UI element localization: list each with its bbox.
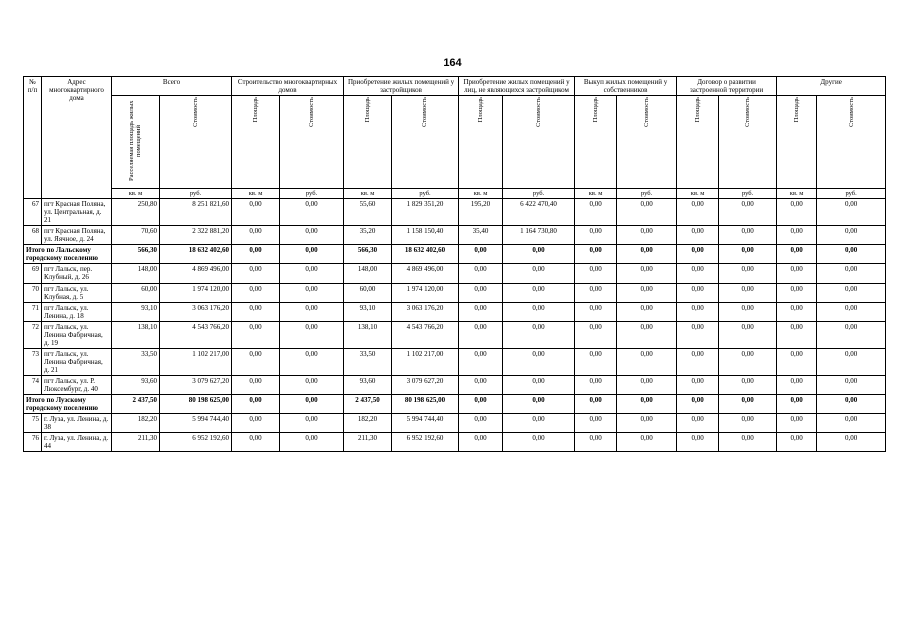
row-value-cell: 1 102 217,00: [160, 348, 232, 375]
header-subcolumn-label: Стоимость: [847, 97, 855, 128]
row-value-cell: 0,00: [817, 245, 886, 264]
row-value-cell: 138,10: [344, 321, 392, 348]
header-subcolumn: [160, 96, 232, 189]
row-value-cell: 0,00: [719, 283, 777, 302]
unit-area: кв. м: [112, 189, 160, 199]
row-value-cell: 0,00: [777, 348, 817, 375]
header-group: Другие: [777, 77, 886, 96]
header-group: Приобретение жилых помещений у лиц, не являющихся застройщиком: [459, 77, 575, 96]
row-value-cell: 80 198 625,00: [160, 395, 232, 414]
row-value-cell: 0,00: [617, 348, 677, 375]
row-value-cell: 2 437,50: [112, 395, 160, 414]
row-number: 70: [24, 283, 42, 302]
header-subcolumn: [344, 96, 392, 189]
row-value-cell: 0,00: [777, 414, 817, 433]
row-value-cell: 0,00: [503, 395, 575, 414]
header-group: Выкуп жилых помещений у собственников: [575, 77, 677, 96]
header-subcolumn: [677, 96, 719, 189]
row-value-cell: 1 164 730,80: [503, 226, 575, 245]
header-subcolumn: [817, 96, 886, 189]
row-value-cell: 0,00: [817, 433, 886, 452]
row-value-cell: 0,00: [777, 433, 817, 452]
row-value-cell: 0,00: [232, 348, 280, 375]
table-row: [24, 414, 886, 433]
row-value-cell: 0,00: [677, 321, 719, 348]
header-group: Приобретение жилых помещений у застройщиков: [344, 77, 459, 96]
row-value-cell: 0,00: [677, 414, 719, 433]
row-value-cell: 0,00: [617, 433, 677, 452]
row-value-cell: 0,00: [677, 375, 719, 394]
row-value-cell: 35,40: [459, 226, 503, 245]
row-value-cell: 35,20: [344, 226, 392, 245]
row-value-cell: 0,00: [677, 283, 719, 302]
row-value-cell: 0,00: [617, 321, 677, 348]
row-value-cell: 138,10: [112, 321, 160, 348]
row-value-cell: 0,00: [280, 395, 344, 414]
row-number: 73: [24, 348, 42, 375]
row-value-cell: 93,60: [112, 375, 160, 394]
row-number: 71: [24, 302, 42, 321]
row-value-cell: 1 974 120,00: [392, 283, 459, 302]
row-address: пгт Лальск, пер. Клубный, д. 26: [42, 264, 112, 283]
row-value-cell: 1 158 150,40: [392, 226, 459, 245]
row-value-cell: 0,00: [677, 348, 719, 375]
header-subcolumn-label: Площадь: [591, 97, 599, 123]
row-value-cell: 0,00: [575, 226, 617, 245]
row-value-cell: 1 974 120,00: [160, 283, 232, 302]
row-value-cell: 0,00: [280, 264, 344, 283]
header-subcolumn: [232, 96, 280, 189]
row-value-cell: 6 952 192,60: [392, 433, 459, 452]
row-value-cell: 3 079 627,20: [392, 375, 459, 394]
row-value-cell: 0,00: [459, 433, 503, 452]
row-value-cell: 0,00: [232, 302, 280, 321]
row-value-cell: 0,00: [232, 264, 280, 283]
row-value-cell: 18 632 402,60: [392, 245, 459, 264]
row-value-cell: 182,20: [344, 414, 392, 433]
row-value-cell: 0,00: [459, 348, 503, 375]
header-subcolumn-label: Стоимость: [744, 97, 752, 128]
row-value-cell: 60,00: [112, 283, 160, 302]
row-value-cell: 1 829 351,20: [392, 199, 459, 226]
row-value-cell: 0,00: [459, 395, 503, 414]
header-subcolumn: [575, 96, 617, 189]
header-subcolumn: [503, 96, 575, 189]
row-value-cell: 148,00: [112, 264, 160, 283]
row-value-cell: 0,00: [503, 348, 575, 375]
total-label: Итого по Лальскому городскому поселению: [24, 245, 112, 264]
table-row: [24, 283, 886, 302]
row-value-cell: 0,00: [575, 348, 617, 375]
row-value-cell: 0,00: [575, 302, 617, 321]
header-subcolumn: [617, 96, 677, 189]
row-value-cell: 0,00: [617, 414, 677, 433]
row-value-cell: 0,00: [719, 414, 777, 433]
row-value-cell: 4 543 766,20: [160, 321, 232, 348]
row-value-cell: 33,50: [344, 348, 392, 375]
row-value-cell: 0,00: [817, 395, 886, 414]
table-row: [24, 433, 886, 452]
row-value-cell: 0,00: [280, 414, 344, 433]
table-body: [24, 199, 886, 452]
row-value-cell: 0,00: [777, 283, 817, 302]
row-value-cell: 0,00: [677, 199, 719, 226]
row-value-cell: 0,00: [817, 375, 886, 394]
total-label: Итого по Лузскому городскому поселению: [24, 395, 112, 414]
row-value-cell: 3 063 176,20: [392, 302, 459, 321]
row-value-cell: 0,00: [617, 199, 677, 226]
row-value-cell: 0,00: [280, 302, 344, 321]
row-value-cell: 93,60: [344, 375, 392, 394]
header-subcolumn-label: Стоимость: [534, 97, 542, 128]
row-address: пгт Красная Поляна, ул. Центральная, д. 21: [42, 199, 112, 226]
row-value-cell: 0,00: [719, 433, 777, 452]
row-value-cell: 0,00: [503, 264, 575, 283]
row-value-cell: 0,00: [459, 283, 503, 302]
row-address: г. Луза, ул. Ленина, д. 38: [42, 414, 112, 433]
row-address: пгт Лальск, ул. Р. Люксембург, д. 40: [42, 375, 112, 394]
row-value-cell: 0,00: [677, 433, 719, 452]
row-value-cell: 0,00: [575, 264, 617, 283]
row-value-cell: 182,20: [112, 414, 160, 433]
row-value-cell: 6 952 192,60: [160, 433, 232, 452]
row-address: г. Луза, ул. Ленина, д. 44: [42, 433, 112, 452]
row-number: 75: [24, 414, 42, 433]
row-value-cell: 0,00: [817, 283, 886, 302]
table-row: [24, 199, 886, 226]
row-value-cell: 0,00: [280, 348, 344, 375]
row-value-cell: 250,80: [112, 199, 160, 226]
row-value-cell: 0,00: [719, 264, 777, 283]
unit-cost: руб.: [392, 189, 459, 199]
row-value-cell: 4 543 766,20: [392, 321, 459, 348]
page-number: 164: [443, 57, 462, 69]
unit-area: кв. м: [777, 189, 817, 199]
unit-area: кв. м: [344, 189, 392, 199]
row-value-cell: 60,00: [344, 283, 392, 302]
unit-cost: руб.: [160, 189, 232, 199]
unit-cost: руб.: [280, 189, 344, 199]
row-value-cell: 70,60: [112, 226, 160, 245]
row-value-cell: 0,00: [777, 199, 817, 226]
row-value-cell: 0,00: [280, 375, 344, 394]
row-value-cell: 0,00: [677, 302, 719, 321]
row-value-cell: 0,00: [777, 264, 817, 283]
row-value-cell: 0,00: [617, 395, 677, 414]
row-value-cell: 0,00: [232, 283, 280, 302]
table-row: [24, 302, 886, 321]
header-subcolumn-label: Площадь: [251, 97, 259, 123]
row-value-cell: 0,00: [719, 199, 777, 226]
row-value-cell: 0,00: [777, 375, 817, 394]
row-value-cell: 18 632 402,60: [160, 245, 232, 264]
row-value-cell: 2 322 881,20: [160, 226, 232, 245]
row-value-cell: 195,20: [459, 199, 503, 226]
row-value-cell: 93,10: [112, 302, 160, 321]
row-value-cell: 0,00: [617, 226, 677, 245]
table-total-row: [24, 395, 886, 414]
row-value-cell: 0,00: [280, 226, 344, 245]
row-value-cell: 4 869 496,00: [392, 264, 459, 283]
row-value-cell: 0,00: [280, 245, 344, 264]
row-value-cell: 211,30: [112, 433, 160, 452]
header-subcolumn-label: Площадь: [363, 97, 371, 123]
header-num: № п/п: [24, 77, 42, 199]
row-address: пгт Лальск, ул. Ленина, д. 18: [42, 302, 112, 321]
unit-area: кв. м: [575, 189, 617, 199]
table-total-row: [24, 245, 886, 264]
header-group: Строительство многоквартирных домов: [232, 77, 344, 96]
row-value-cell: 0,00: [503, 283, 575, 302]
row-value-cell: 0,00: [719, 226, 777, 245]
row-value-cell: 2 437,50: [344, 395, 392, 414]
row-value-cell: 55,60: [344, 199, 392, 226]
row-value-cell: 3 063 176,20: [160, 302, 232, 321]
row-value-cell: 0,00: [575, 433, 617, 452]
row-value-cell: 1 102 217,00: [392, 348, 459, 375]
row-value-cell: 0,00: [677, 264, 719, 283]
header-subcolumn-label: Площадь: [694, 97, 701, 123]
row-value-cell: 0,00: [232, 395, 280, 414]
header-group: Договор о развитии застроенной территории: [677, 77, 777, 96]
row-value-cell: 0,00: [575, 199, 617, 226]
row-value-cell: 0,00: [280, 433, 344, 452]
header-subcolumn-label: Площадь: [793, 97, 801, 123]
row-value-cell: 0,00: [232, 414, 280, 433]
header-subcolumn: [777, 96, 817, 189]
row-value-cell: 0,00: [677, 395, 719, 414]
unit-area: кв. м: [232, 189, 280, 199]
header-subcolumn-label: Расселяемая площадь жилых помещений: [128, 100, 143, 182]
header-subcolumn: [112, 96, 160, 189]
row-value-cell: 0,00: [459, 264, 503, 283]
row-value-cell: 0,00: [280, 283, 344, 302]
row-value-cell: 0,00: [232, 226, 280, 245]
table-row: [24, 348, 886, 375]
row-value-cell: 0,00: [232, 199, 280, 226]
row-value-cell: 566,30: [112, 245, 160, 264]
row-number: 74: [24, 375, 42, 394]
row-value-cell: 211,30: [344, 433, 392, 452]
row-value-cell: 0,00: [503, 245, 575, 264]
row-value-cell: 0,00: [232, 321, 280, 348]
row-address: пгт Лальск, ул. Ленина Фабричная, д. 21: [42, 348, 112, 375]
table-row: [24, 321, 886, 348]
row-value-cell: 0,00: [719, 321, 777, 348]
row-value-cell: 0,00: [719, 375, 777, 394]
row-value-cell: 0,00: [817, 321, 886, 348]
row-value-cell: 93,10: [344, 302, 392, 321]
row-value-cell: 5 994 744,40: [160, 414, 232, 433]
row-value-cell: 0,00: [232, 375, 280, 394]
row-value-cell: 0,00: [459, 375, 503, 394]
row-value-cell: 0,00: [575, 414, 617, 433]
row-value-cell: 0,00: [503, 433, 575, 452]
header-subcolumn-label: Стоимость: [307, 97, 315, 128]
row-value-cell: 0,00: [677, 245, 719, 264]
row-number: 68: [24, 226, 42, 245]
table-row: [24, 375, 886, 394]
header-subcolumn-label: Площадь: [476, 97, 484, 123]
row-value-cell: 0,00: [617, 283, 677, 302]
table-row: [24, 226, 886, 245]
row-value-cell: 4 869 496,00: [160, 264, 232, 283]
row-value-cell: 0,00: [280, 199, 344, 226]
row-value-cell: 0,00: [817, 199, 886, 226]
row-value-cell: 0,00: [617, 302, 677, 321]
row-value-cell: 0,00: [719, 395, 777, 414]
unit-cost: руб.: [817, 189, 886, 199]
row-value-cell: 0,00: [777, 226, 817, 245]
row-value-cell: 0,00: [677, 226, 719, 245]
row-value-cell: 6 422 470,40: [503, 199, 575, 226]
row-value-cell: 0,00: [575, 375, 617, 394]
row-value-cell: 5 994 744,40: [392, 414, 459, 433]
row-address: пгт Красная Поляна, ул. Яячное, д. 24: [42, 226, 112, 245]
header-row-units: [24, 189, 886, 199]
header-row-subcolumns: [24, 96, 886, 189]
unit-cost: руб.: [617, 189, 677, 199]
row-value-cell: 0,00: [617, 375, 677, 394]
row-value-cell: 0,00: [232, 433, 280, 452]
row-number: 76: [24, 433, 42, 452]
row-value-cell: 148,00: [344, 264, 392, 283]
row-value-cell: 0,00: [817, 226, 886, 245]
row-value-cell: 0,00: [817, 348, 886, 375]
row-address: пгт Лальск, ул. Ленина Фабричная, д. 19: [42, 321, 112, 348]
header-row-groups: [24, 77, 886, 96]
row-value-cell: 0,00: [777, 302, 817, 321]
row-value-cell: 33,50: [112, 348, 160, 375]
row-value-cell: 3 079 627,20: [160, 375, 232, 394]
row-value-cell: 0,00: [280, 321, 344, 348]
header-subcolumn-label: Стоимость: [191, 97, 199, 128]
row-value-cell: 0,00: [503, 375, 575, 394]
row-value-cell: 0,00: [777, 395, 817, 414]
row-value-cell: 0,00: [575, 283, 617, 302]
row-value-cell: 0,00: [817, 414, 886, 433]
row-value-cell: 80 198 625,00: [392, 395, 459, 414]
row-value-cell: 0,00: [617, 264, 677, 283]
row-value-cell: 0,00: [575, 395, 617, 414]
unit-area: кв. м: [459, 189, 503, 199]
unit-area: кв. м: [677, 189, 719, 199]
unit-cost: руб.: [719, 189, 777, 199]
row-value-cell: 566,30: [344, 245, 392, 264]
row-address: пгт Лальск, ул. Клубная, д. 5: [42, 283, 112, 302]
header-address: Адрес многоквартирного дома: [42, 77, 112, 199]
resettlement-table: [23, 76, 886, 452]
header-subcolumn: [280, 96, 344, 189]
row-value-cell: 0,00: [503, 302, 575, 321]
row-value-cell: 0,00: [817, 302, 886, 321]
row-value-cell: 0,00: [575, 245, 617, 264]
header-subcolumn-label: Стоимость: [643, 97, 650, 128]
row-number: 72: [24, 321, 42, 348]
row-value-cell: 0,00: [503, 321, 575, 348]
table-header: [24, 77, 886, 199]
row-number: 69: [24, 264, 42, 283]
header-group: Всего: [112, 77, 232, 96]
header-subcolumn: [459, 96, 503, 189]
row-value-cell: 0,00: [817, 264, 886, 283]
row-value-cell: 0,00: [719, 245, 777, 264]
row-value-cell: 0,00: [719, 302, 777, 321]
row-value-cell: 8 251 821,60: [160, 199, 232, 226]
row-value-cell: 0,00: [617, 245, 677, 264]
table-row: [24, 264, 886, 283]
row-value-cell: 0,00: [232, 245, 280, 264]
row-value-cell: 0,00: [719, 348, 777, 375]
row-number: 67: [24, 199, 42, 226]
row-value-cell: 0,00: [459, 302, 503, 321]
row-value-cell: 0,00: [575, 321, 617, 348]
row-value-cell: 0,00: [459, 245, 503, 264]
row-value-cell: 0,00: [459, 321, 503, 348]
row-value-cell: 0,00: [503, 414, 575, 433]
header-subcolumn: [392, 96, 459, 189]
header-subcolumn: [719, 96, 777, 189]
unit-cost: руб.: [503, 189, 575, 199]
row-value-cell: 0,00: [777, 321, 817, 348]
row-value-cell: 0,00: [459, 414, 503, 433]
header-subcolumn-label: Стоимость: [421, 97, 429, 128]
row-value-cell: 0,00: [777, 245, 817, 264]
